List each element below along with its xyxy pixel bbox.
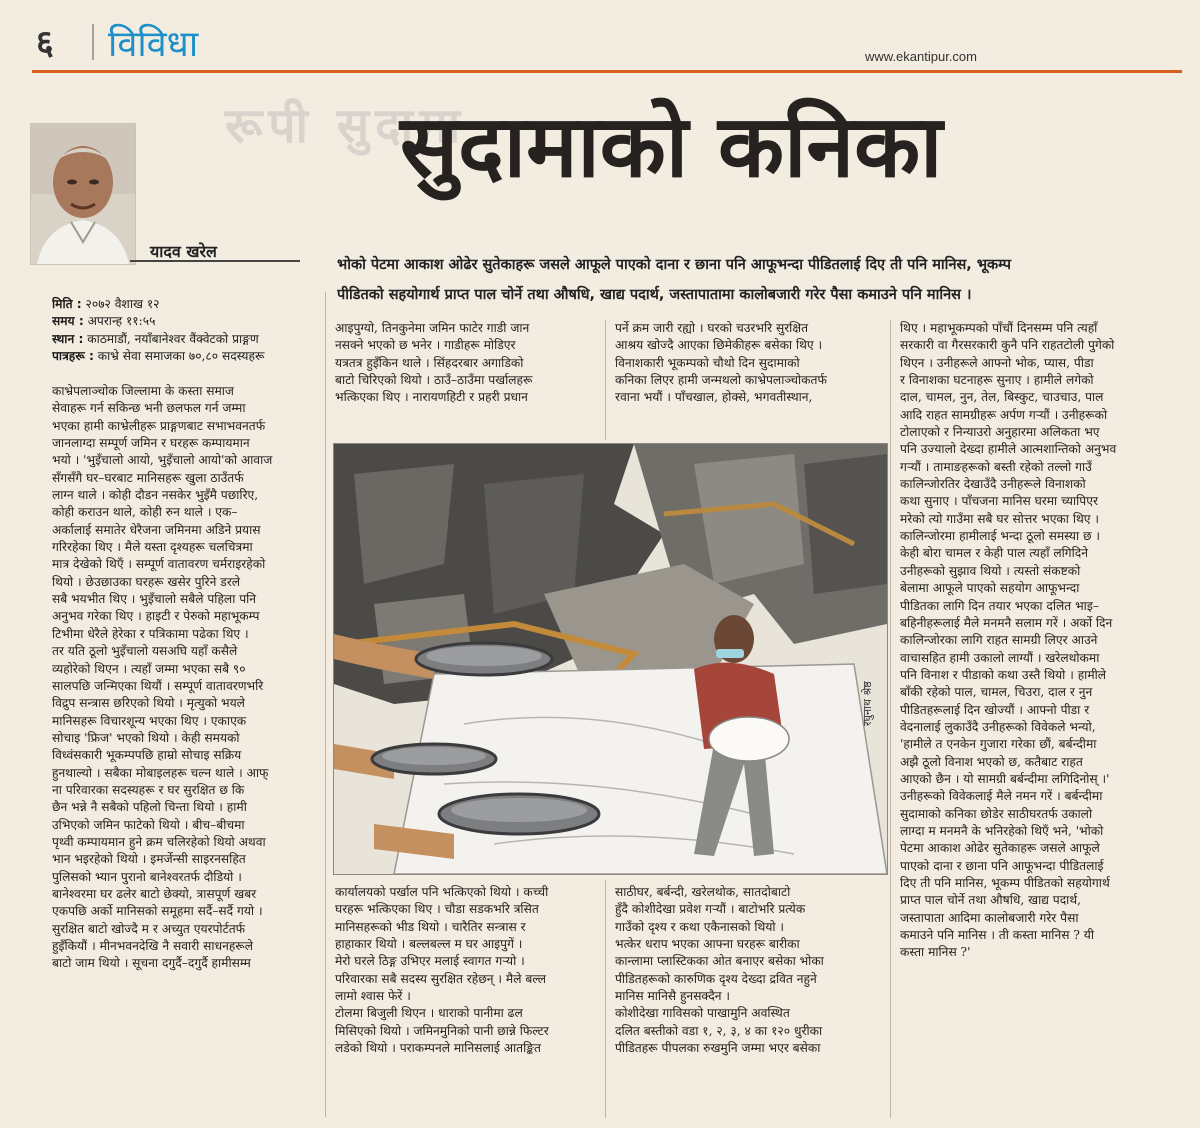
article-line: व्यहोरेको थिएन । त्यहाँ जम्मा भएका सबै ९० <box>52 661 246 676</box>
article-line: कालिन्जोरतिर देखाउँदै उनीहरूले विनाशको <box>900 477 1086 492</box>
article-line: भएका हामी काभ्रेलीहरू प्राङ्गणबाट सभाभवनतर्फ <box>52 418 266 433</box>
article-line: साठीघर, बर्बन्दी, खरेलथोक, सातदोबाटो <box>615 885 791 899</box>
website-url: www.ekantipur.com <box>865 49 977 64</box>
article-line: ना परिवारका सदस्यहरू र घर सुरक्षित छ कि <box>52 782 245 797</box>
article-line: सोचाइ 'फ्रिज' भएको थियो । केही समयको <box>52 730 240 745</box>
article-column-3-top <box>615 320 880 407</box>
meta-value: अपरान्ह ११:५५ <box>87 314 156 329</box>
article-line: गाउँको दृश्य र कथा एकैनासको थियो । <box>615 919 785 934</box>
article-line: मरेको त्यो गाउँमा सबै घर सोत्तर भएका थिए । <box>900 511 1099 526</box>
meta-characters <box>52 348 314 365</box>
article-line: एकपछि अर्को मानिसको समूहमा सर्दै–सर्दै गयो । <box>52 904 263 919</box>
article-line: दाल, चामल, नुन, तेल, बिस्कुट, चाउचाउ, पाल <box>900 390 1104 405</box>
article-line: वेदनालाई लुकाउँदै उनीहरूको विवेकले भन्यो, <box>900 719 1096 734</box>
article-line: केही बोरा चामल र केही पाल त्यहाँ लगिदिने <box>900 546 1089 561</box>
article-line: सेवाहरू गर्न सकिन्छ भनी छलफल गर्न जम्मा <box>52 401 246 416</box>
meta-label: समय : <box>52 314 84 329</box>
meta-value: काठमाडौं, नयाँबानेश्वर वैंक्वेटको प्राङ्गण <box>87 331 259 346</box>
article-line: पनि विनाश र पीडाको कथा उस्तै थियो । हामीले <box>900 667 1107 682</box>
article-line: लडेको थियो । पराकम्पनले मानिसलाई आतङ्कित <box>335 1041 541 1056</box>
article-column-1 <box>52 383 314 973</box>
article-line: मात्र देखेको थिएँ । सम्पूर्ण वातावरण चर्मराइरहेको <box>52 557 266 572</box>
article-column-2-bottom <box>335 884 597 1057</box>
article-line: दिए ती पनि मानिस, भूकम्प पीडितको सहयोगार्थ <box>900 876 1110 890</box>
article-line: कनिका लिएर हामी जन्मथलो काभ्रेपलाञ्चोकतर्फ <box>615 373 827 388</box>
article-line: प्राप्त पाल चोर्ने तथा औषधि, खाद्य पदार्थ, <box>900 893 1081 908</box>
article-line: पीडितहरूको कारुणिक दृश्य देख्दा द्रवित नहुने <box>615 971 817 986</box>
article-line: सबै भयभीत थिए । भुइँचालो सबैले पहिला पनि <box>52 592 257 607</box>
article-line: मिसिएको थियो । जमिनमुनिको पानी छान्ने फिल्टर <box>335 1023 549 1038</box>
column-divider <box>890 320 891 1118</box>
article-line: पेटमा आकाश ओढेर सुतेकाहरू जसले आफूले <box>900 841 1100 856</box>
article-line: काभ्रेपलाञ्चोक जिल्लामा के कस्ता समाज <box>52 384 234 398</box>
article-line: दलित बस्तीको वडा १, २, ३, ४ का १२० धुरीका <box>615 1023 823 1038</box>
meta-label: पात्रहरू : <box>52 349 94 364</box>
article-column-3-bottom <box>615 884 880 1057</box>
page-number: ६ <box>36 23 54 63</box>
article-line: थिए । महाभूकम्पको पाँचौं दिनसम्म पनि त्यहाँ <box>900 321 1098 335</box>
article-line: र विनाशका घटनाहरू सुनाए । हामीले लगेको <box>900 373 1094 388</box>
article-line: नसक्ने भएको छ भनेर । गाडीहरू मोडिएर <box>335 338 516 353</box>
article-line: सुरक्षित बाटो खोज्दै म र अच्युत एयरपोर्टतर्फ <box>52 921 246 936</box>
column-divider <box>325 292 326 1117</box>
article-line: सालपछि जन्मिएका थियौं । सम्पूर्ण वातावरणभरि <box>52 678 264 693</box>
meta-label: मिति : <box>52 297 82 311</box>
illustration <box>333 443 888 875</box>
author-name: यादव खरेल <box>150 242 217 261</box>
article-line: भान भइरहेको थियो । इमर्जेन्सी साइरनसहित <box>52 852 246 867</box>
article-line: पुलिसको भ्यान पुरानो बानेश्वरतर्फ दौडियो । <box>52 869 242 884</box>
deck-line: पीडितको सहयोगार्थ प्राप्त पाल चोर्ने तथा औषधि, खाद्य पदार्थ, जस्तापातामा कालोबजारी गरेर पैसा कमाउने पनि मानिस । <box>337 287 972 303</box>
article-line: अर्कालाई समातेर धेरैजना जमिनमा अडिने प्रयास <box>52 522 261 537</box>
article-line: बानेश्वरमा घर ढलेर बाटो छेक्यो, त्रासपूर्ण खबर <box>52 886 257 901</box>
masthead-rule <box>32 70 1182 73</box>
article-line: उनीहरूको सुझाव थियो । त्यस्तो संकष्टको <box>900 563 1081 578</box>
article-line: अनुभव गरेका थिए । हाइटी र पेरुको महाभूकम्प <box>52 609 260 624</box>
author-photo <box>30 123 136 265</box>
article-line: कथा सुनाए । पाँचजना मानिस घरमा च्यापिएर <box>900 494 1098 509</box>
article-line: हुइँकियौं । मीनभवनदेखि नै सवारी साधनहरूले <box>52 939 254 953</box>
article-line: जस्तापाता आदिमा कालोबजारी गरेर पैसा <box>900 910 1079 925</box>
article-line: बाटो जाम थियो । सूचना दगुर्दै–दगुर्दै हामीसम्म <box>52 956 251 971</box>
article-line: भत्किएका थिए । नारायणहिटी र प्रहरी प्रधान <box>335 390 528 405</box>
deck-line: भोको पेटमा आकाश ओढेर सुतेकाहरू जसले आफूले पाएको दाना र छाना पनि आफूभन्दा पीडितलाई दिए ती पनि मानिस, भूकम्प <box>337 257 1012 273</box>
article-line: पाएको दाना र छाना पनि आफूभन्दा पीडितलाई <box>900 858 1104 873</box>
article-line: हाहाकार थियो । बल्लबल्ल म घर आइपुगें । <box>335 937 523 952</box>
article-line: तर यति ठूलो भुइँचालो यसअघि यहाँ कसैले <box>52 644 238 659</box>
article-line: पीडितका लागि दिन तयार भएका दलित भाइ– <box>900 598 1099 613</box>
article-line: आश्रय खोज्दै आएका छिमेकीहरू बसेका थिए । <box>615 338 823 353</box>
article-line: लाग्दा म मनमनै के भनिरहेको थिएँ भने, 'भोको <box>900 823 1104 838</box>
article-line: कस्ता मानिस ?' <box>900 945 971 960</box>
article-line: कालिन्जोरका लागि राहत सामग्री लिएर आउने <box>900 633 1098 648</box>
illustrator-signature: रघुनाथ श्रेष्ठ <box>861 681 874 726</box>
meta-time <box>52 313 314 330</box>
deck <box>337 250 1152 310</box>
article-line: कमाउने पनि मानिस । ती कस्ता मानिस ? यी <box>900 928 1094 943</box>
section-name: विविधा <box>108 24 199 65</box>
article-line: अझै ठूलो विनाश भएको छ, कतैबाट राहत <box>900 754 1083 769</box>
article-line: विनाशकारी भूकम्पको चौथो दिन सुदामाको <box>615 355 800 370</box>
article-line: उभिएको जमिन फाटेको थियो । बीच–बीचमा <box>52 817 245 832</box>
article-line: कालिन्जोरमा हामीलाई भन्दा ठूलो समस्या छ । <box>900 529 1101 544</box>
article-line: विध्वंसकारी भूकम्पपछि हाम्रो सोचाइ सक्रिय <box>52 748 242 763</box>
article-line: टोलमा बिजुली थिएन । धाराको पानीमा ढल <box>335 1006 523 1021</box>
article-line: मानिसहरू विचारशून्य भएका थिए । एकाएक <box>52 713 247 728</box>
article-line: भत्केर धराप भएका आफ्ना घरहरू बारीका <box>615 937 800 952</box>
article-line: पीडितहरू पीपलका रुखमुनि जम्मा भएर बसेका <box>615 1041 821 1056</box>
article-line: हुनथाल्यो । सबैका मोबाइलहरू चल्न थाले । आफ् <box>52 765 269 780</box>
article-line: सुदामाको कनिका छोडेर साठीघरतर्फ उकालो <box>900 806 1093 821</box>
article-line: 'हामीले त एनकेन गुजारा गरेका छौं, बर्बन्दीमा <box>900 737 1097 752</box>
scene-meta <box>52 296 314 365</box>
article-line: आइपुग्यो, तिनकुनेमा जमिन फाटेर गाडी जान <box>335 321 530 335</box>
article-line: मानिस मानिसै हुनसक्दैन । <box>615 989 731 1004</box>
article-line: बहिनीहरूलाई मैले मनमनै सलाम गरें । अर्को दिन <box>900 615 1113 630</box>
article-line: सरकारी वा गैरसरकारी कुनै पनि राहतटोली पुगेको <box>900 338 1115 353</box>
headline: सुदामाको कनिका <box>400 97 943 197</box>
article-line: आएको छैन । यो सामग्री बर्बन्दीमा लगिदिनोस् ।' <box>900 771 1110 786</box>
meta-label: स्थान : <box>52 331 84 346</box>
article-line: यत्रतत्र हुइँकिन थाले । सिंहदरबार अगाडिको <box>335 355 524 370</box>
column-divider <box>605 320 606 440</box>
article-line: घरहरू भत्किएका थिए । चौडा सडकभरि त्रसित <box>335 902 539 917</box>
masthead-divider <box>92 24 94 60</box>
article-line: सँगसँगै घर–घरबाट मानिसहरू खुला ठाउँतर्फ <box>52 470 244 485</box>
meta-date <box>52 296 314 313</box>
article-line: टिभीमा धेरैले हेरेका र पत्रिकामा पढेका थिए । <box>52 626 249 641</box>
article-line: कोशीदेखा गाविसको पाखामुनि अवस्थित <box>615 1006 790 1021</box>
article-line: छैन भन्ने नै सबैको पहिलो चिन्ता थियो । हामी <box>52 800 247 815</box>
article-line: पृथ्वी कम्पायमान हुने क्रम चलिरहेको थियो अथवा <box>52 834 266 849</box>
article-line: कार्यालयको पर्खाल पनि भत्किएको थियो । कच्ची <box>335 885 549 899</box>
column-divider <box>605 880 606 1118</box>
article-line: टोलाएको र निन्याउरो अनुहारमा अलिकता भए <box>900 425 1100 440</box>
article-line: रवाना भयौं । पाँचखाल, होक्से, भगवतीस्थान, <box>615 390 813 405</box>
article-line: जानलाग्दा सम्पूर्ण जमिन र घरहरू कम्पायमान <box>52 436 250 451</box>
article-line: थिएन । उनीहरूले आफ्नो भोक, प्यास, पीडा <box>900 355 1094 370</box>
article-column-4 <box>900 320 1170 962</box>
article-line: मानिसहरूको भीड थियो । चारैतिर सन्त्रास र <box>335 919 526 934</box>
article-line: पर्ने क्रम जारी रह्यो । घरको चउरभरि सुरक्षित <box>615 321 809 335</box>
article-line: बाटो चिरिएको थियो । ठाउँ–ठाउँमा पर्खालहरू <box>335 373 533 388</box>
article-line: भयो । 'भुइँचालो आयो, भुइँचालो आयो'को आवाज <box>52 453 273 468</box>
article-line: विद्रुप सन्त्रास छरिएको थियो । मृत्युको भयले <box>52 696 245 711</box>
article-line: लामो श्वास फेरें । <box>335 989 411 1004</box>
article-line: गरिरहेका थिए । मैले यस्ता दृश्यहरू चलचित्रमा <box>52 540 253 555</box>
article-line: कोही कराउन थाले, कोही रुन थाले । एक– <box>52 505 238 520</box>
article-line: बेलामा आफूले पाएको सहयोग आफूभन्दा <box>900 581 1080 596</box>
article-line: थियो । छेउछाउका घरहरू खसेर पुरिने डरले <box>52 574 241 589</box>
article-line: बाँकी रहेको पाल, चामल, चिउरा, दाल र नुन <box>900 685 1093 700</box>
article-column-2-top <box>335 320 597 407</box>
article-line: मेरो घरले ठिङ्ग उभिएर मलाई स्वागत गर्‍यो । <box>335 954 525 969</box>
article-line: हुँदै कोशीदेखा प्रवेश गर्‍यौं । बाटोभरि प्रत्येक <box>615 902 806 917</box>
bleed-through-text: रूपी सुदामा <box>225 98 467 154</box>
article-line: उनीहरूको विवेकलाई मैले नमन गरें । बर्बन्दीमा <box>900 789 1103 804</box>
meta-value: २०७२ वैशाख १२ <box>85 297 160 311</box>
meta-value: काभ्रे सेवा समाजका ७०,८० सदस्यहरू <box>97 349 265 364</box>
article-line: आदि राहत सामग्रीहरू अर्पण गर्‍यौं । उनीहरूको <box>900 407 1108 422</box>
article-line: लाग्न थाले । कोही दौडन नसकेर भुइँमै पछारिए, <box>52 488 259 503</box>
article-line: गर्‍यौं । तामाङहरूको बस्ती रहेको तल्लो गाउँ <box>900 459 1092 474</box>
article-line: पीडितहरूलाई दिन खोज्यौं । आफ्नो पीडा र <box>900 702 1090 717</box>
article-line: वाचासहित हामी उकालो लाग्यौं । खरेलथोकमा <box>900 650 1100 665</box>
article-line: पनि उज्यालो देख्दा हामीले आत्मशान्तिको अनुभव <box>900 442 1117 457</box>
article-line: कान्लामा प्लास्टिकका ओत बनाएर बसेका भोका <box>615 954 824 969</box>
article-line: परिवारका सबै सदस्य सुरक्षित रहेछन् । मैले बल्ल <box>335 971 547 986</box>
meta-place <box>52 331 314 348</box>
